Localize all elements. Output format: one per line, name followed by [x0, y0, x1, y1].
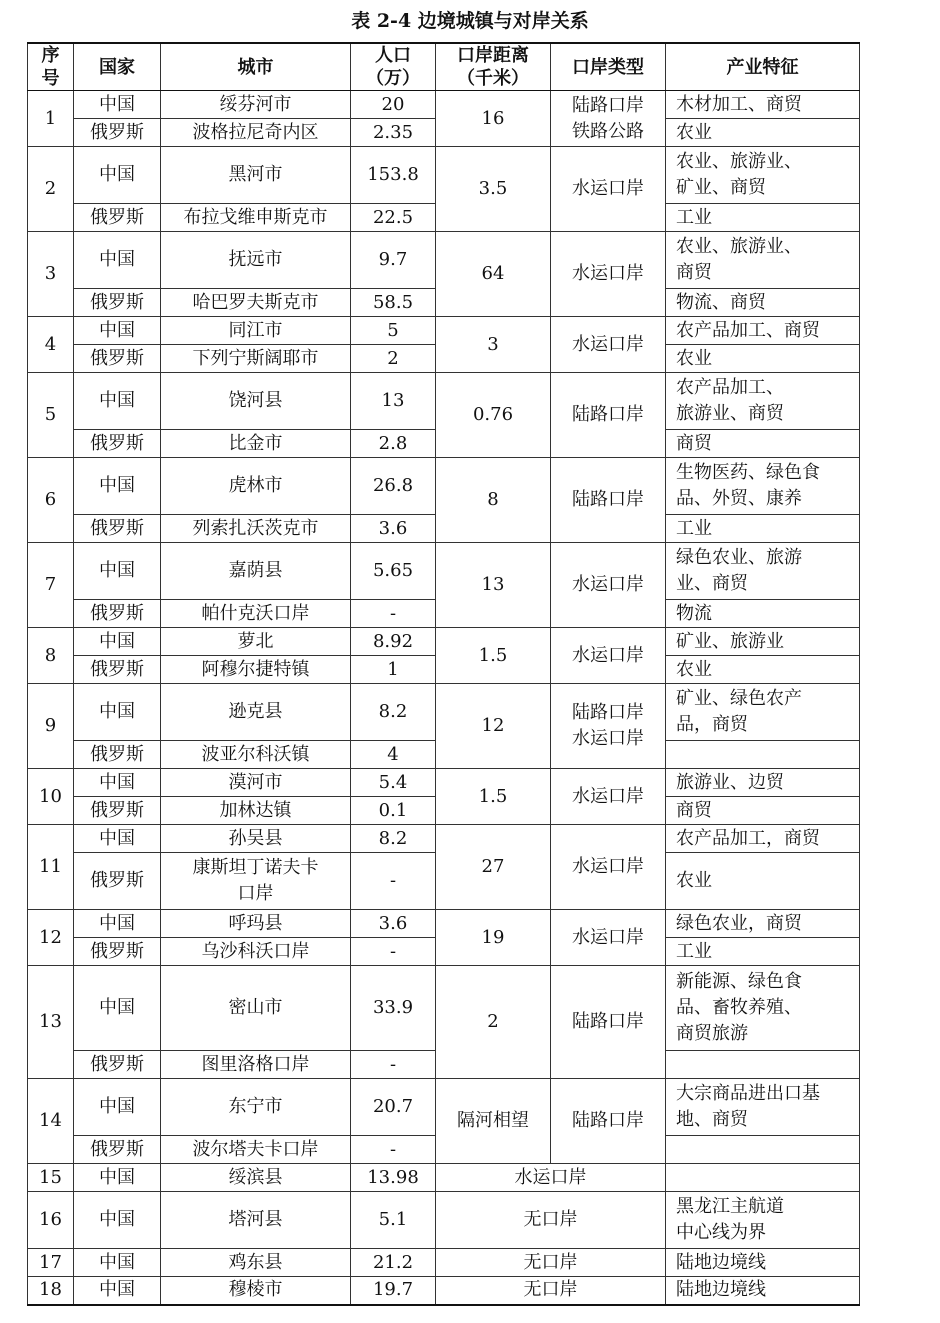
- industry-cell: [666, 147, 860, 204]
- city-cell: [161, 345, 351, 373]
- industry-cell-line: 农产品加工，商贸: [676, 827, 820, 849]
- header-seq: 序 号: [28, 43, 74, 91]
- industry-cell: [666, 1249, 860, 1277]
- population-cell: 5: [351, 317, 436, 345]
- population-cell: 5.65: [351, 543, 436, 600]
- population-cell: -: [351, 1136, 436, 1164]
- seq-cell: 16: [28, 1192, 74, 1249]
- table-caption: 表 2-4 边境城镇与对岸关系: [351, 10, 589, 32]
- industry-cell-line: 生物医药、绿色食: [676, 462, 820, 483]
- industry-cell: [666, 684, 860, 741]
- table-row: [28, 147, 860, 204]
- industry-cell: [666, 119, 860, 147]
- industry-cell: [666, 769, 860, 797]
- city-cell-line: 口岸: [237, 883, 274, 904]
- table-row: [28, 1079, 860, 1136]
- population-cell: 20.7: [351, 1079, 436, 1136]
- country-cell: 俄罗斯: [74, 515, 161, 543]
- population-cell: 20: [351, 91, 436, 119]
- city-cell-line: 密山市: [228, 997, 283, 1018]
- population-cell: 8.2: [351, 825, 436, 853]
- port-type-cell-line: 陆路口岸: [572, 1011, 644, 1032]
- table-row: [28, 684, 860, 741]
- city-cell: [161, 628, 351, 656]
- port-type-cell: [551, 1079, 666, 1164]
- seq-cell: 7: [28, 543, 74, 628]
- city-cell-line: 布拉戈维申斯克市: [183, 206, 328, 228]
- population-cell: 3.6: [351, 515, 436, 543]
- port-type-cell-line: 水运口岸: [572, 728, 644, 749]
- city-cell: [161, 204, 351, 232]
- industry-cell-line: 农业、旅游业、: [676, 236, 802, 257]
- population-cell: 2.8: [351, 430, 436, 458]
- city-cell: [161, 515, 351, 543]
- industry-cell: [666, 91, 860, 119]
- population-cell: -: [351, 600, 436, 628]
- border-towns-table: [27, 42, 860, 1306]
- header-country: 国家: [74, 43, 161, 91]
- country-cell: 中国: [74, 1164, 161, 1192]
- port-type-cell: [551, 966, 666, 1079]
- seq-cell: 11: [28, 825, 74, 910]
- population-cell: 1: [351, 656, 436, 684]
- port-type-cell: [551, 825, 666, 910]
- city-cell: [161, 430, 351, 458]
- table-row: [28, 1249, 860, 1277]
- seq-cell: 17: [28, 1249, 74, 1277]
- table-body: [28, 91, 860, 1305]
- city-cell: [161, 1136, 351, 1164]
- city-cell-line: 列索扎沃茨克市: [192, 517, 319, 539]
- seq-cell: 8: [28, 628, 74, 684]
- distance-cell: 1.5: [436, 769, 551, 825]
- country-cell: 俄罗斯: [74, 1136, 161, 1164]
- port-type-cell-line: 陆路口岸: [572, 702, 644, 723]
- city-cell: [161, 91, 351, 119]
- header-port-type: 口岸类型: [551, 43, 666, 91]
- industry-cell-line: 品，商贸: [676, 714, 748, 735]
- country-cell: 中国: [74, 373, 161, 430]
- port-type-cell: 无口岸: [436, 1249, 666, 1277]
- industry-cell: [666, 1192, 860, 1249]
- city-cell-line: 乌沙科沃口岸: [201, 940, 310, 962]
- header-city: 城市: [161, 43, 351, 91]
- industry-cell-line: 工业: [676, 206, 712, 228]
- industry-cell-line: 矿业、绿色农产: [676, 688, 802, 709]
- city-cell: [161, 119, 351, 147]
- country-cell: 中国: [74, 1079, 161, 1136]
- table-row: [28, 910, 860, 938]
- country-cell: 中国: [74, 628, 161, 656]
- table-row: [28, 769, 860, 797]
- industry-cell: [666, 373, 860, 430]
- city-cell-line: 饶河县: [228, 390, 283, 411]
- industry-cell: [666, 1051, 860, 1079]
- city-cell: [161, 656, 351, 684]
- population-cell: 58.5: [351, 289, 436, 317]
- table-row: [28, 232, 860, 289]
- port-type-cell: 无口岸: [436, 1277, 666, 1305]
- industry-cell-line: 陆地边境线: [676, 1251, 766, 1273]
- seq-cell: 13: [28, 966, 74, 1079]
- industry-cell-line: 大宗商品进出口基: [676, 1083, 820, 1104]
- seq-cell: 6: [28, 458, 74, 543]
- industry-cell: [666, 317, 860, 345]
- country-cell: 中国: [74, 825, 161, 853]
- industry-cell-line: 商贸: [676, 799, 712, 821]
- table-row: [28, 1277, 860, 1305]
- country-cell: 中国: [74, 1277, 161, 1305]
- seq-cell: 5: [28, 373, 74, 458]
- city-cell-line: 东宁市: [228, 1096, 283, 1117]
- country-cell: 中国: [74, 458, 161, 515]
- port-type-cell: [551, 317, 666, 373]
- industry-cell-line: 农业: [676, 347, 712, 369]
- industry-cell: [666, 1277, 860, 1305]
- city-cell: [161, 1051, 351, 1079]
- population-cell: 9.7: [351, 232, 436, 289]
- distance-cell: 13: [436, 543, 551, 628]
- country-cell: 俄罗斯: [74, 1051, 161, 1079]
- port-type-cell: [551, 232, 666, 317]
- city-cell: [161, 797, 351, 825]
- city-cell-line: 同江市: [228, 319, 283, 341]
- distance-cell: 2: [436, 966, 551, 1079]
- seq-cell: 18: [28, 1277, 74, 1305]
- industry-cell: [666, 600, 860, 628]
- industry-cell-line: 农业: [676, 658, 712, 680]
- city-cell-line: 虎林市: [228, 475, 283, 496]
- city-cell: [161, 769, 351, 797]
- header-industry: 产业特征: [666, 43, 860, 91]
- city-cell: [161, 853, 351, 910]
- population-cell: 8.2: [351, 684, 436, 741]
- industry-cell-line: 物流、商贸: [676, 291, 766, 313]
- distance-cell: 3.5: [436, 147, 551, 232]
- distance-cell: 隔河相望: [436, 1079, 551, 1164]
- header-population: 人口 （万）: [351, 43, 436, 91]
- population-cell: 3.6: [351, 910, 436, 938]
- port-type-cell-line: 水运口岸: [572, 785, 644, 807]
- seq-cell: 3: [28, 232, 74, 317]
- city-cell: [161, 1079, 351, 1136]
- port-type-cell: [551, 458, 666, 543]
- distance-cell: 27: [436, 825, 551, 910]
- distance-cell: 64: [436, 232, 551, 317]
- population-cell: 5.4: [351, 769, 436, 797]
- city-cell: [161, 232, 351, 289]
- country-cell: 俄罗斯: [74, 204, 161, 232]
- port-type-cell-line: 水运口岸: [572, 178, 644, 199]
- population-cell: 21.2: [351, 1249, 436, 1277]
- city-cell-line: 帕什克沃口岸: [201, 602, 310, 624]
- distance-cell: 16: [436, 91, 551, 147]
- industry-cell-line: 绿色农业、旅游: [676, 547, 802, 568]
- population-cell: 153.8: [351, 147, 436, 204]
- industry-cell: [666, 204, 860, 232]
- industry-cell: [666, 628, 860, 656]
- industry-cell: [666, 853, 860, 910]
- city-cell-line: 阿穆尔捷特镇: [201, 658, 310, 680]
- city-cell: [161, 458, 351, 515]
- city-cell-line: 呼玛县: [228, 912, 283, 934]
- industry-cell-line: 商贸: [676, 432, 712, 454]
- port-type-cell: 无口岸: [436, 1192, 666, 1249]
- population-cell: -: [351, 853, 436, 910]
- industry-cell-line: 农业: [676, 121, 712, 143]
- city-cell-line: 逊克县: [228, 701, 283, 722]
- city-cell: [161, 147, 351, 204]
- city-cell: [161, 741, 351, 769]
- country-cell: 中国: [74, 910, 161, 938]
- industry-cell-line: 农产品加工、: [676, 377, 784, 398]
- country-cell: 中国: [74, 232, 161, 289]
- port-type-cell-line: 陆路口岸: [572, 94, 644, 116]
- country-cell: 俄罗斯: [74, 119, 161, 147]
- port-type-cell: [551, 769, 666, 825]
- port-type-cell-line: 水运口岸: [572, 333, 644, 355]
- city-cell-line: 萝北: [237, 630, 274, 652]
- industry-cell: [666, 825, 860, 853]
- industry-cell: [666, 656, 860, 684]
- city-cell: [161, 684, 351, 741]
- seq-cell: 10: [28, 769, 74, 825]
- seq-cell: 15: [28, 1164, 74, 1192]
- distance-cell: 0.76: [436, 373, 551, 458]
- industry-cell-line: 陆地边境线: [676, 1279, 766, 1301]
- city-cell: 塔河县: [161, 1192, 351, 1249]
- industry-cell-line: 商贸旅游: [676, 1023, 748, 1044]
- port-type-cell: [551, 910, 666, 966]
- city-cell: 绥滨县: [161, 1164, 351, 1192]
- port-type-cell-line: 水运口岸: [572, 926, 644, 948]
- industry-cell: [666, 797, 860, 825]
- population-cell: 2.35: [351, 119, 436, 147]
- industry-cell-line: 旅游业、商贸: [676, 403, 784, 424]
- table-row: [28, 1192, 860, 1249]
- city-cell: [161, 373, 351, 430]
- seq-cell: 2: [28, 147, 74, 232]
- distance-cell: 8: [436, 458, 551, 543]
- table-row: [28, 543, 860, 600]
- country-cell: 俄罗斯: [74, 741, 161, 769]
- city-cell-line: 抚远市: [228, 249, 283, 270]
- city-cell: [161, 543, 351, 600]
- country-cell: 俄罗斯: [74, 345, 161, 373]
- table-row: [28, 373, 860, 430]
- industry-cell-line: 绿色农业，商贸: [676, 912, 802, 934]
- industry-cell-line: 矿业、商贸: [676, 177, 766, 198]
- city-cell-line: 黑河市: [228, 164, 283, 185]
- country-cell: 俄罗斯: [74, 656, 161, 684]
- city-cell: [161, 825, 351, 853]
- population-cell: 13: [351, 373, 436, 430]
- country-cell: 中国: [74, 147, 161, 204]
- country-cell: 俄罗斯: [74, 853, 161, 910]
- table-row: [28, 458, 860, 515]
- industry-cell-line: 农业、旅游业、: [676, 151, 802, 172]
- city-cell-line: 下列宁斯阔耶市: [192, 347, 319, 369]
- city-cell-line: 嘉荫县: [228, 560, 283, 581]
- country-cell: 中国: [74, 317, 161, 345]
- population-cell: 0.1: [351, 797, 436, 825]
- industry-cell-line: 品、畜牧养殖、: [676, 997, 802, 1018]
- city-cell-line: 波亚尔科沃镇: [201, 743, 310, 765]
- distance-cell: 12: [436, 684, 551, 769]
- port-type-cell: 水运口岸: [436, 1164, 666, 1192]
- population-cell: -: [351, 938, 436, 966]
- table-row: [28, 91, 860, 119]
- industry-cell-line: 工业: [676, 517, 712, 539]
- table-row: [28, 317, 860, 345]
- industry-cell-line: 物流: [676, 602, 712, 624]
- country-cell: 俄罗斯: [74, 600, 161, 628]
- port-type-cell: [551, 543, 666, 628]
- port-type-cell-line: 陆路口岸: [572, 489, 644, 510]
- industry-cell: [666, 515, 860, 543]
- industry-cell: [666, 1079, 860, 1136]
- city-cell-line: 比金市: [228, 432, 283, 454]
- distance-cell: 19: [436, 910, 551, 966]
- table-row: [28, 628, 860, 656]
- port-type-cell: [551, 147, 666, 232]
- population-cell: -: [351, 1051, 436, 1079]
- port-type-cell: [551, 373, 666, 458]
- city-cell: [161, 966, 351, 1051]
- industry-cell-line: 业、商贸: [676, 573, 748, 594]
- population-cell: 2: [351, 345, 436, 373]
- city-cell: [161, 600, 351, 628]
- country-cell: 俄罗斯: [74, 289, 161, 317]
- industry-cell: [666, 232, 860, 289]
- country-cell: 中国: [74, 543, 161, 600]
- seq-cell: 14: [28, 1079, 74, 1164]
- city-cell: [161, 317, 351, 345]
- port-type-cell-line: 陆路口岸: [572, 1110, 644, 1131]
- city-cell-line: 孙吴县: [228, 827, 283, 849]
- population-cell: 22.5: [351, 204, 436, 232]
- country-cell: 中国: [74, 966, 161, 1051]
- country-cell: 中国: [74, 1249, 161, 1277]
- industry-cell-line: 木材加工、商贸: [676, 93, 802, 115]
- distance-cell: 3: [436, 317, 551, 373]
- industry-cell: [666, 938, 860, 966]
- seq-cell: 1: [28, 91, 74, 147]
- distance-cell: 1.5: [436, 628, 551, 684]
- city-cell: [161, 938, 351, 966]
- country-cell: 中国: [74, 769, 161, 797]
- city-cell: [161, 910, 351, 938]
- industry-cell-line: 商贸: [676, 262, 712, 283]
- seq-cell: 4: [28, 317, 74, 373]
- port-type-cell-line: 水运口岸: [572, 644, 644, 666]
- industry-cell-line: 黑龙江主航道: [676, 1196, 784, 1217]
- city-cell-line: 康斯坦丁诺夫卡: [192, 857, 319, 878]
- city-cell-line: 加林达镇: [219, 799, 292, 821]
- industry-cell-line: 工业: [676, 940, 712, 962]
- industry-cell-line: 中心线为界: [676, 1222, 766, 1243]
- header-row: [28, 43, 860, 91]
- industry-cell-line: 农业: [676, 870, 712, 891]
- header-distance: 口岸距离 （千米）: [436, 43, 551, 91]
- table-row: [28, 1164, 860, 1192]
- industry-cell-line: 地、商贸: [676, 1109, 748, 1130]
- country-cell: 俄罗斯: [74, 797, 161, 825]
- port-type-cell-line: 水运口岸: [572, 574, 644, 595]
- country-cell: 中国: [74, 684, 161, 741]
- industry-cell: [666, 741, 860, 769]
- industry-cell: [666, 289, 860, 317]
- country-cell: 中国: [74, 1192, 161, 1249]
- industry-cell-line: 品、外贸、康养: [676, 488, 802, 509]
- city-cell-line: 绥芬河市: [219, 93, 292, 115]
- city-cell: 穆棱市: [161, 1277, 351, 1305]
- port-type-cell-line: 水运口岸: [572, 856, 644, 877]
- industry-cell-line: 农产品加工、商贸: [676, 319, 820, 341]
- industry-cell-line: 矿业、旅游业: [676, 630, 784, 652]
- country-cell: 中国: [74, 91, 161, 119]
- city-cell: [161, 289, 351, 317]
- population-cell: 26.8: [351, 458, 436, 515]
- city-cell: 鸡东县: [161, 1249, 351, 1277]
- industry-cell: [666, 543, 860, 600]
- population-cell: 5.1: [351, 1192, 436, 1249]
- seq-cell: 9: [28, 684, 74, 769]
- population-cell: 19.7: [351, 1277, 436, 1305]
- city-cell-line: 波格拉尼奇内区: [192, 121, 319, 143]
- seq-cell: 12: [28, 910, 74, 966]
- country-cell: 俄罗斯: [74, 430, 161, 458]
- industry-cell: [666, 458, 860, 515]
- port-type-cell-line: 铁路公路: [572, 120, 644, 142]
- port-type-cell: [551, 628, 666, 684]
- industry-cell: [666, 910, 860, 938]
- port-type-cell-line: 陆路口岸: [572, 404, 644, 425]
- city-cell-line: 图里洛格口岸: [201, 1053, 310, 1075]
- city-cell-line: 波尔塔夫卡口岸: [192, 1138, 319, 1160]
- city-cell-line: 哈巴罗夫斯克市: [192, 291, 319, 313]
- industry-cell-line: 旅游业、边贸: [676, 771, 784, 793]
- table-row: [28, 966, 860, 1051]
- industry-cell: [666, 966, 860, 1051]
- port-type-cell: [551, 91, 666, 147]
- country-cell: 俄罗斯: [74, 938, 161, 966]
- population-cell: 33.9: [351, 966, 436, 1051]
- port-type-cell-line: 水运口岸: [572, 263, 644, 284]
- table-row: [28, 825, 860, 853]
- industry-cell: [666, 345, 860, 373]
- population-cell: 8.92: [351, 628, 436, 656]
- industry-cell: [666, 430, 860, 458]
- industry-cell-line: 新能源、绿色食: [676, 971, 802, 992]
- population-cell: 4: [351, 741, 436, 769]
- population-cell: 13.98: [351, 1164, 436, 1192]
- city-cell-line: 漠河市: [228, 771, 283, 793]
- industry-cell: [666, 1164, 860, 1192]
- port-type-cell: [551, 684, 666, 769]
- industry-cell: [666, 1136, 860, 1164]
